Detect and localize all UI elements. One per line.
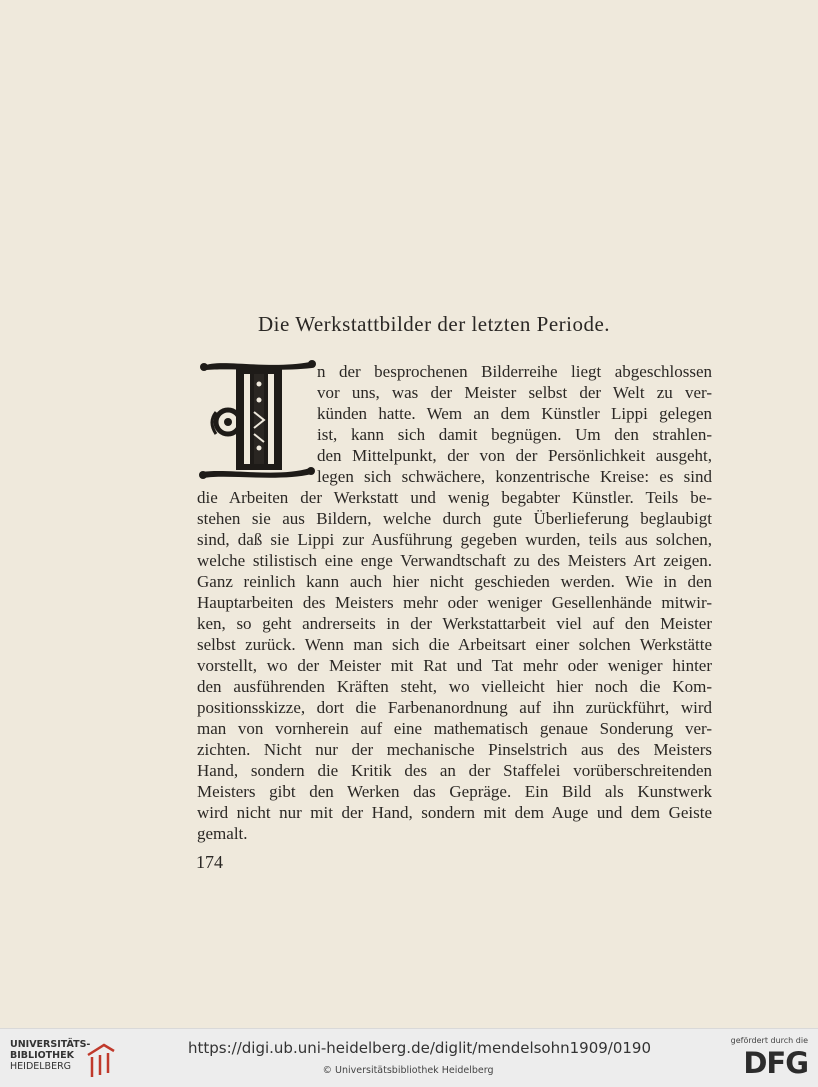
initial-letter-ornament-icon — [198, 356, 316, 482]
text-line: Hand, sondern die Kritik des an der Staffelei vorüberschreitenden — [197, 761, 712, 780]
text-line: legen sich schwächere, konzentrische Kreise: es sind — [317, 467, 712, 486]
text-line: die Arbeiten der Werkstatt und wenig begabter Künstler. Teils be- — [197, 488, 712, 507]
permalink-url[interactable]: https://digi.ub.uni-heidelberg.de/diglit/mendelsohn1909/0190 — [188, 1039, 652, 1057]
copyright-notice: © Universitätsbibliothek Heidelberg — [322, 1065, 494, 1076]
text-line: man von vornherein auf eine mathematisch genaue Sonderung ver- — [197, 719, 712, 738]
text-line: positionsskizze, dort die Farbenanordnung auf ihn zurückführt, wird — [197, 698, 712, 717]
text-line: Meisters gibt den Werken das Gepräge. Ein Bild als Kunstwerk — [197, 782, 712, 801]
ornamental-initial-i — [198, 356, 316, 482]
chapter-heading: Die Werkstattbilder der letzten Periode. — [258, 312, 611, 336]
text-line: den ausführenden Kräften steht, wo vielleicht hier noch die Kom- — [197, 677, 712, 696]
dfg-logo[interactable]: DFG — [743, 1046, 808, 1080]
library-name-line2: BIBLIOTHEK — [10, 1050, 74, 1061]
text-line: gemalt. — [197, 824, 248, 843]
text-line: stehen sie aus Bildern, welche durch gute Überlieferung beglaubigt — [197, 509, 712, 528]
text-line: künden hatte. Wem an dem Künstler Lippi gelegen — [317, 404, 712, 423]
text-line: ken, so geht andrerseits in der Werkstattarbeit viel auf den Meister — [197, 614, 712, 633]
text-line: wird nicht nur mit der Hand, sondern mit dem Auge und dem Geiste — [197, 803, 712, 822]
viewer-footer — [0, 1028, 818, 1087]
text-line: Hauptarbeiten des Meisters mehr oder weniger Gesellenhände mitwir- — [197, 593, 712, 612]
funding-note: gefördert durch die — [730, 1036, 808, 1045]
text-line: ist, kann sich damit begnügen. Um den strahlen- — [317, 425, 712, 444]
library-name-line3: HEIDELBERG — [10, 1061, 72, 1072]
page-number: 174 — [196, 852, 223, 872]
text-line: den Mittelpunkt, der von der Persönlichkeit ausgeht, — [317, 446, 712, 465]
library-name — [10, 1039, 90, 1072]
text-line: Ganz reinlich kann auch hier nicht geschieden werden. Wie in den — [197, 572, 712, 591]
ub-logo-mark-icon — [84, 1041, 118, 1079]
text-line: zichten. Nicht nur der mechanische Pinselstrich aus des Meisters — [197, 740, 712, 759]
university-library-logo[interactable] — [10, 1039, 122, 1081]
text-line: welche stilistisch eine enge Verwandtschaft zu des Meisters Art zeigen. — [197, 551, 712, 570]
text-line: selbst zurück. Wenn man sich die Arbeitsart einer solchen Werkstätte — [197, 635, 712, 654]
text-line: vor uns, was der Meister selbst der Welt zu ver- — [317, 383, 712, 402]
text-line: sind, daß sie Lippi zur Ausführung gegeben wurden, teils aus solchen, — [197, 530, 712, 549]
text-line: vorstellt, wo der Meister mit Rat und Tat mehr oder weniger hinter — [197, 656, 712, 675]
library-name-line1: UNIVERSITÄTS- — [10, 1039, 91, 1050]
text-line: n der besprochenen Bilderreihe liegt abgeschlossen — [317, 362, 712, 381]
